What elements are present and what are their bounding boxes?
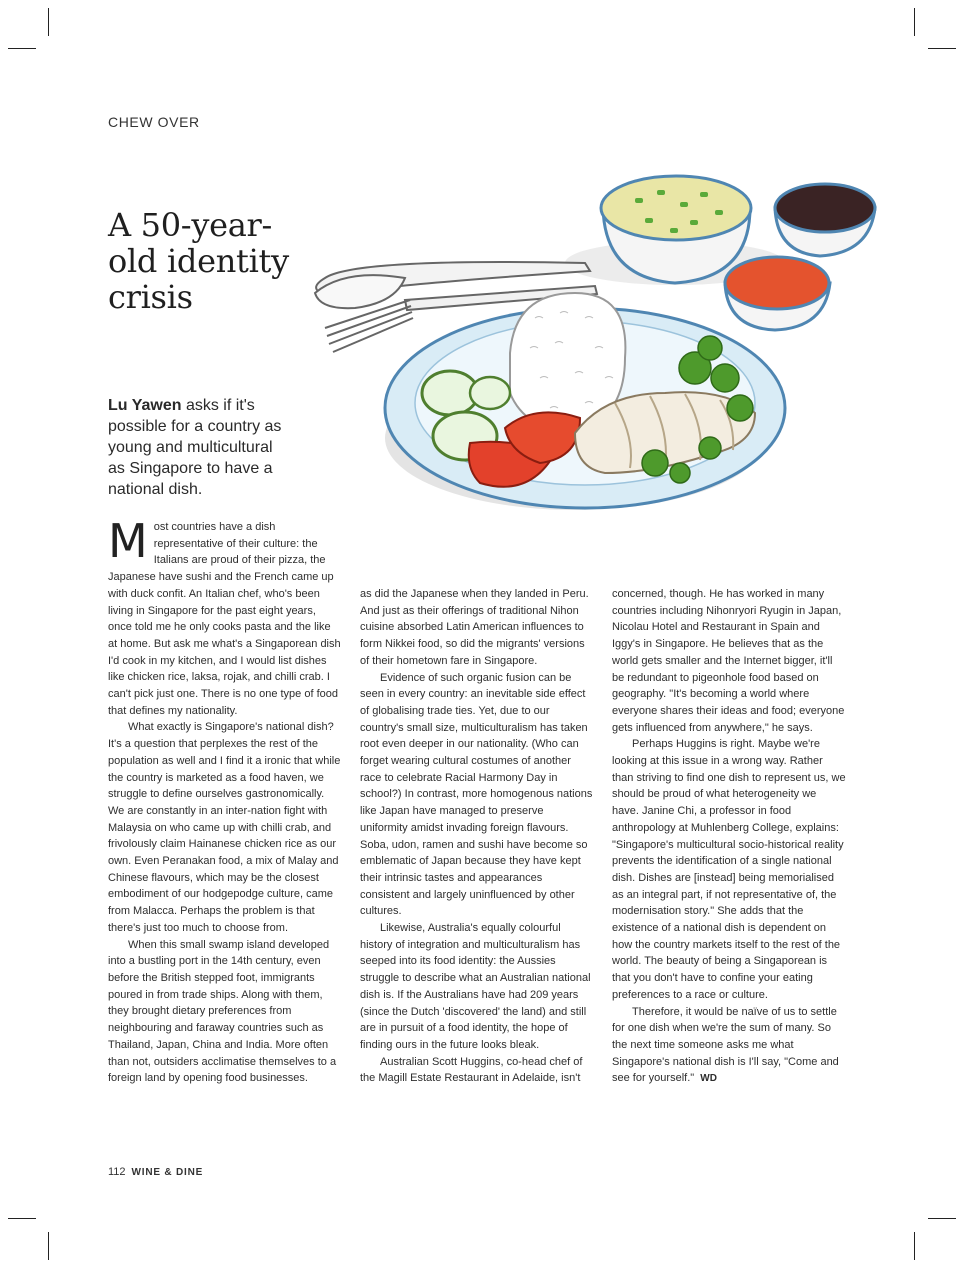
headline: A 50-year-old identity crisis bbox=[108, 206, 289, 316]
magazine-name: WINE & DINE bbox=[131, 1167, 204, 1178]
paragraph: ost countries have a dish representative of their culture: the Italians are proud of their pizza, the Japanese have sushi and the French came up with duck confit. An Italian chef, who's been living in Singapore for the past eight years, once told me he only cooks pasta and the like at home. But ask me what's a Singaporean dish I'd cook in my kitchen, and I would list dishes like chicken rice, laksa, rojak, and chilli crab. I can't pick just one. There is no one type of food that defines my nationality. bbox=[108, 521, 341, 717]
paragraph: Likewise, Australia's equally colourful history of integration and multiculturalism has seeped into its food identity: the Aussies struggle to describe what an Australian national dish is. If the Australians have had 209 years (since the Dutch 'discovered' the land) and still are in pursuit of a food identity, the hope of finding ours in the future looks bleak. bbox=[360, 922, 591, 1051]
chilli-sauce-bowl-icon bbox=[725, 257, 830, 330]
author-name: Lu Yawen bbox=[108, 397, 182, 414]
article-column-2 bbox=[360, 586, 594, 1087]
paragraph: as did the Japanese when they landed in Peru. And just as their offerings of traditional Nihon cuisine absorbed Latin American influences to form Nikkei food, so did the migrants' versions of their hometown fare in Singapore. bbox=[360, 588, 589, 667]
paragraph: What exactly is Singapore's national dish? It's a question that perplexes the rest of the population as well and I find it a ironic that while the country is marketed as a food haven, we struggle to define ourselves gastronomically. We are constantly in an inter-nation fight with Malaysia on who came up with chilli crab, and frivolously claim Hainanese chicken rice as our own. Even Peranakan food, a mix of Malay and Chinese flavours, which may be the closest embodiment of our hodgepodge culture, came from Malacca. Perhaps the problem is that there's just too much to choose from. bbox=[108, 721, 341, 934]
paragraph: When this small swamp island developed into a bustling port in the 14th century, even before the British stepped foot, immigrants poured in from trade ships. Along with them, they brought dietary preferences from neighbouring and faraway countries such as Thailand, Japan, China and India. More often than not, outsiders acclimatise themselves to a foreign land by opening food businesses. bbox=[108, 938, 337, 1085]
signoff: WD bbox=[700, 1073, 717, 1085]
crop-mark bbox=[8, 48, 36, 49]
crop-mark bbox=[928, 1218, 956, 1219]
paragraph bbox=[612, 1004, 846, 1089]
paragraph: concerned, though. He has worked in many countries including Nihonryori Ryugin in Japan, Nicolau Hotel and Restaurant in Spain and Iggy's in Singapore. He believes that as the world gets smaller and the Internet bigger, it'll be redundant to pigeonhole food based on geography. "It's becoming a world where everyone shares their ideas and food; everyone gets influenced from anywhere," he says. bbox=[612, 588, 845, 734]
drop-cap: M bbox=[108, 514, 148, 568]
paragraph: Perhaps Huggins is right. Maybe we're looking at this issue in a wrong way. Rather than striving to find one dish to represent us, we should be proud of what heterogeneity we have. Janine Chi, a professor in food anthropology at Muhlenberg College, explains: "Singapore's multicultural socio-historical reality prevents the identification of a single national dish. Dishes are [instead] being memorialised as an integral part, if not representative of, the modernisation story." She adds that the existence of a national dish is dependent on how the country markets itself to the rest of the world. The beauty of being a Singaporean is that you don't have to confine your eating preferences to a race or culture. bbox=[612, 738, 846, 1001]
article-column-3 bbox=[612, 586, 846, 1088]
dark-sauce-bowl-icon bbox=[775, 184, 875, 256]
section-label: CHEW OVER bbox=[108, 114, 200, 130]
crop-mark bbox=[914, 1232, 915, 1260]
crop-mark bbox=[48, 1232, 49, 1260]
paragraph: Australian Scott Huggins, co-head chef of the Magill Estate Restaurant in Adelaide, isn't bbox=[360, 1055, 583, 1085]
crop-mark bbox=[8, 1218, 36, 1219]
article-column-1 bbox=[108, 514, 342, 1087]
page-number: 112 bbox=[108, 1166, 126, 1178]
chicken-rice-plate-illustration bbox=[285, 168, 885, 513]
paragraph: Evidence of such organic fusion can be seen in every country: an inevitable side effect of globalising trade ties. Yet, due to our country's small size, multiculturalism has taken root even deeper in our nationality. (Who can forget wearing cultural costumes of another race to celebrate Racial Harmony Day in school?) In contrast, more homogenous nations like Japan have managed to preserve uniformity amidst invading foreign flavours. Soba, udon, ramen and sushi have become so emblematic of Japan because they have kept their intrinsic tastes and appearances consistent and largely uninfluenced by other cultures. bbox=[360, 671, 593, 918]
standfirst bbox=[108, 395, 293, 500]
crop-mark bbox=[914, 8, 915, 36]
crop-mark bbox=[48, 8, 49, 36]
page-footer bbox=[108, 1166, 203, 1178]
crop-mark bbox=[928, 48, 956, 49]
standfirst-text: asks if it's possible for a country as young and multicultural as Singapore to have a national dish. bbox=[108, 397, 282, 498]
paragraph-text: Therefore, it would be naïve of us to settle for one dish when we're the sum of many. So the next time someone asks me what Singapore's national dish is I'll say, "Come and see for yourself." bbox=[612, 1005, 839, 1085]
